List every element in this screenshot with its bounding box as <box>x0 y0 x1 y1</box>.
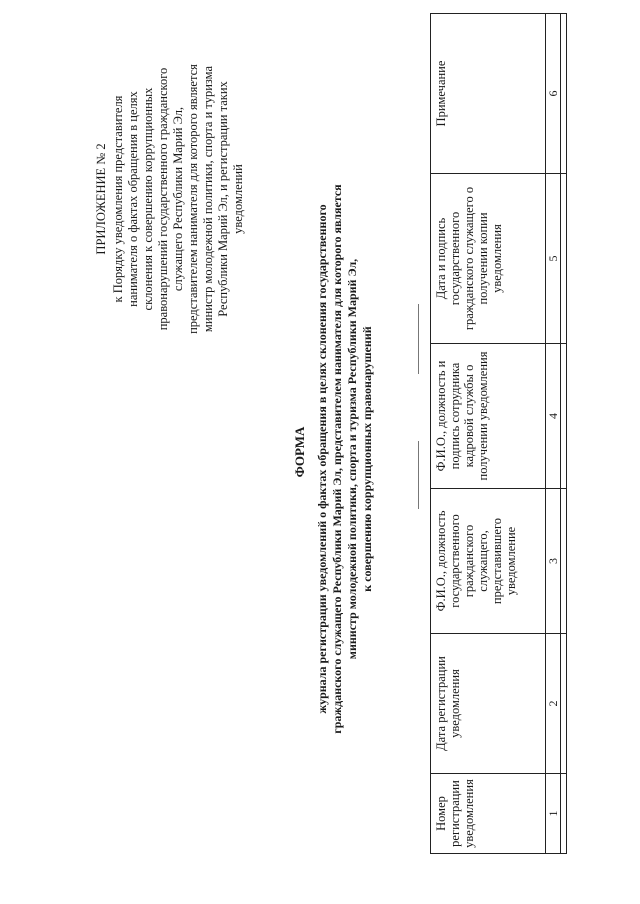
form-title: ФОРМА <box>292 426 307 478</box>
table-cell <box>561 489 567 634</box>
appendix-line: к Порядку уведомления представителя <box>111 95 125 303</box>
appendix-line: Республики Марий Эл, и регистрации таких <box>216 81 230 317</box>
appendix-line: министр молодежной политики, спорта и туризма <box>201 65 215 333</box>
table-row <box>561 14 567 854</box>
column-number: 2 <box>546 634 561 774</box>
appendix-block <box>94 49 246 349</box>
table-cell <box>561 344 567 489</box>
table-cell <box>561 774 567 854</box>
appendix-line: правонарушений государственного гражданского <box>156 67 170 331</box>
table-cell <box>561 634 567 774</box>
column-number-row <box>546 14 561 854</box>
column-number: 3 <box>546 489 561 634</box>
table-header-row <box>431 14 546 854</box>
header-cell: Номер регистрации уведомления <box>431 774 546 854</box>
journal-title-line: гражданского служащего Республики Марий Эл, представителем нанимателя для которого является <box>330 184 344 734</box>
column-number: 4 <box>546 344 561 489</box>
appendix-line: представителем нанимателя для которого является <box>186 64 200 334</box>
separator-line <box>418 441 419 509</box>
column-number: 6 <box>546 14 561 174</box>
appendix-line: уведомлений <box>231 164 245 234</box>
appendix-line: склонения к совершению коррупционных <box>141 87 155 311</box>
column-number: 1 <box>546 774 561 854</box>
journal-title-line: министр молодежной политики, спорта и туризма Республики Марий Эл, <box>345 258 359 660</box>
table-cell <box>561 174 567 344</box>
header-cell: Ф.И.О., должность и подпись сотрудника кадровой службы о получении уведомления <box>431 344 546 489</box>
header-cell: Дата регистрации уведомления <box>431 634 546 774</box>
separator-line <box>418 304 419 374</box>
registration-journal-table <box>430 13 567 854</box>
journal-title-line: к совершению коррупционных правонарушений <box>360 326 374 592</box>
header-cell: Дата и подпись государственного гражданского служащего о получении копии уведомления <box>431 174 546 344</box>
journal-title <box>315 179 375 739</box>
journal-title-line: журнала регистрации уведомлений о фактах обращения в целях склонения государственного <box>315 204 329 714</box>
table-cell <box>561 14 567 174</box>
appendix-title: ПРИЛОЖЕНИЕ № 2 <box>94 143 108 255</box>
appendix-line: служащего Республики Марий Эл, <box>171 106 185 292</box>
header-cell: Примечание <box>431 14 546 174</box>
appendix-line: нанимателя о фактах обращения в целях <box>126 91 140 307</box>
header-cell: Ф.И.О., должность государственного гражданского служащего, представившего уведомление <box>431 489 546 634</box>
column-number: 5 <box>546 174 561 344</box>
